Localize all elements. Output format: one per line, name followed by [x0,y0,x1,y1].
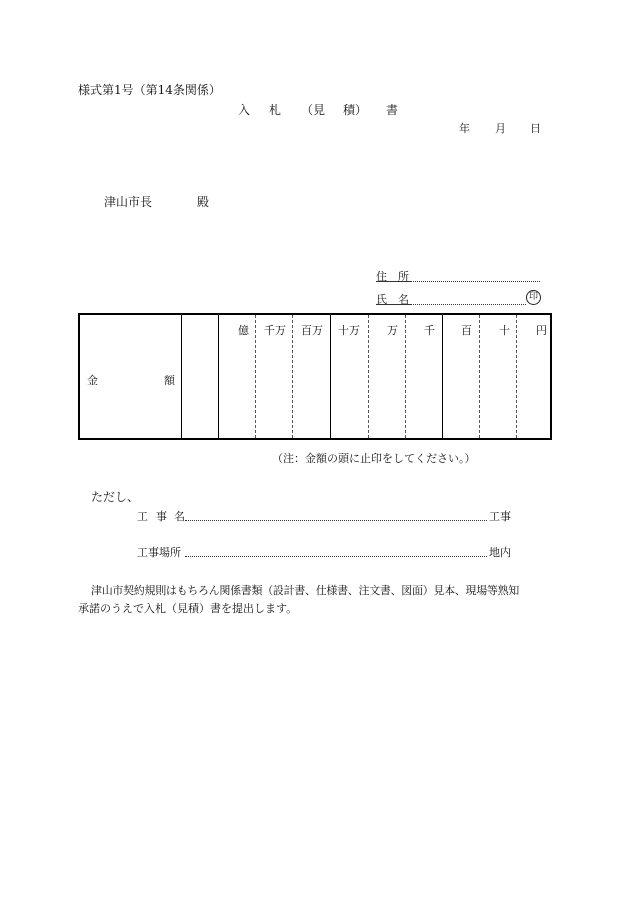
table-divider [218,315,219,438]
body-text-line: 津山市契約規則はもちろん関係書類（設計書、仕様書、注文書、図面）見本、現場等熟知 [91,584,519,597]
date-year: 年 [459,122,470,135]
title-char: 積） [343,103,368,117]
form-number: 様式第1号（第14条関係） [78,83,221,97]
unit-label: 百万 [301,324,323,337]
body-text-line: 承諾のうえで入札（見積）書を提出します。 [78,602,298,615]
address-label-char: 住 [376,270,387,283]
table-divider [442,315,443,438]
name-label-char: 名 [398,293,409,306]
address-label-underline [376,281,410,282]
table-divider [330,315,331,438]
unit-label: 千万 [264,324,286,337]
table-divider [292,315,293,438]
address-field[interactable] [410,281,540,282]
addressee-honorific: 殿 [197,195,210,209]
date-month: 月 [495,122,506,135]
unit-label: 十万 [338,324,360,337]
proviso-text: ただし、 [91,490,140,504]
work-site-label: 工事場所 [137,546,181,559]
table-divider [255,315,256,438]
name-label-underline [376,304,410,305]
seal-mark: 印 [526,290,541,305]
amount-label-char: 額 [164,374,175,387]
amount-table [78,313,552,440]
unit-label: 億 [238,324,249,337]
title-char: （見 [301,103,326,117]
work-name-field[interactable] [185,520,487,521]
table-divider [405,315,406,438]
work-name-label-char: 工 [137,510,148,523]
work-name-label-char: 事 [156,510,167,523]
title-char: 入 [238,103,251,117]
table-divider [368,315,369,438]
unit-label: 円 [536,324,547,337]
table-divider [516,315,517,438]
work-site-field[interactable] [185,556,487,557]
work-name-label-char: 名 [174,510,185,523]
address-label-char: 所 [398,270,409,283]
table-divider [181,315,182,438]
unit-label: 百 [461,324,472,337]
work-name-suffix: 工事 [489,510,511,523]
title-char: 書 [386,103,399,117]
name-label-char: 氏 [376,293,387,306]
addressee-name: 津山市長 [104,195,153,209]
unit-label: 千 [424,324,435,337]
name-field[interactable] [410,304,526,305]
unit-label: 十 [499,324,510,337]
date-day: 日 [530,122,541,135]
work-site-suffix: 地内 [489,546,511,559]
table-divider [479,315,480,438]
title-char: 札 [269,103,282,117]
amount-label-char: 金 [87,374,98,387]
amount-note: （注：金額の頭に止印をしてください。） [272,452,476,465]
unit-label: 万 [387,324,398,337]
